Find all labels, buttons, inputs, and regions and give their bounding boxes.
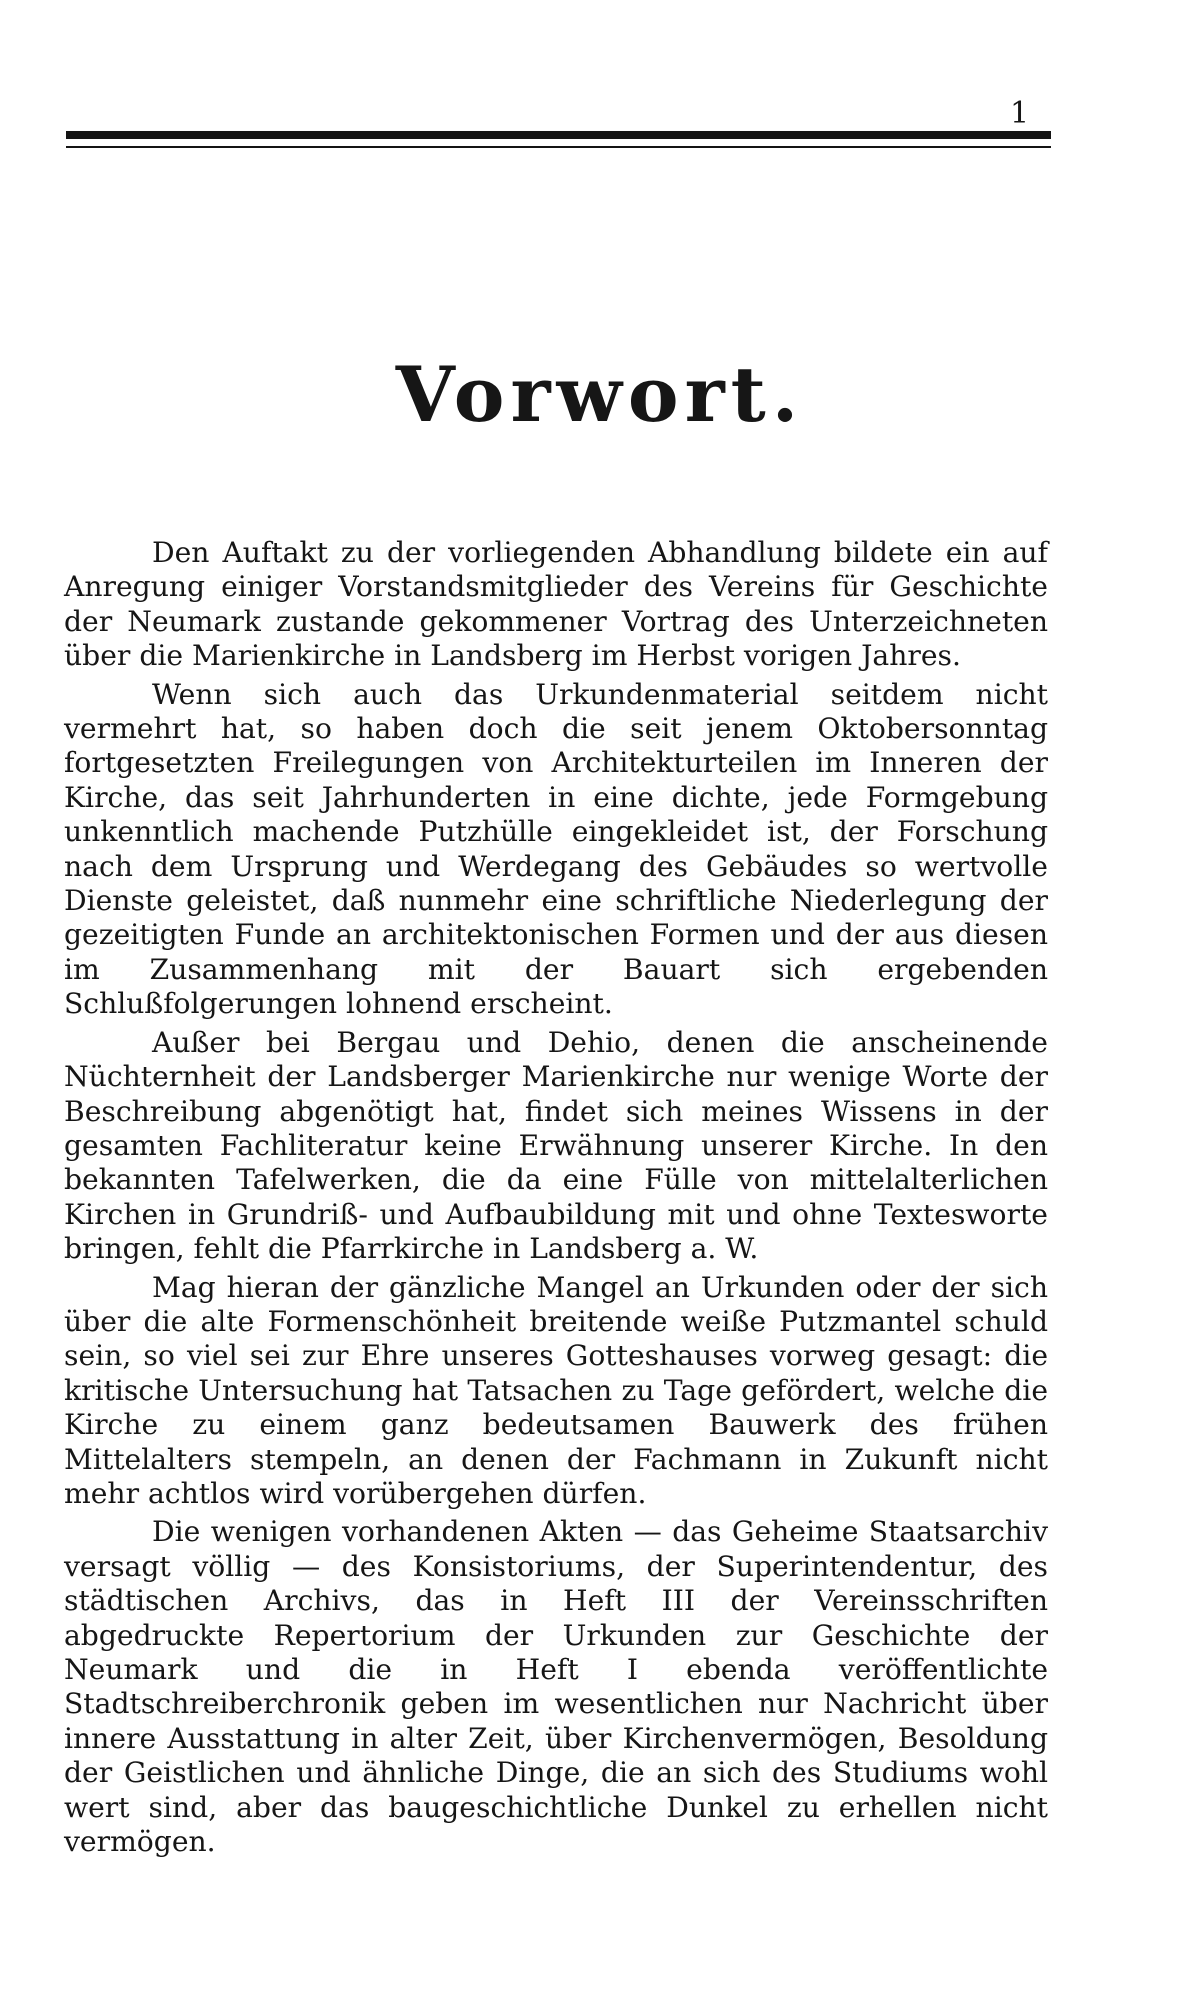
paragraph: Die wenigen vorhandenen Akten — das Geheime Staatsarchiv versagt völlig — des Konsistoriums, der Superintendentur, des städtischen Archivs, das in Heft III der Vereinsschriften abgedruckte Repertorium der Urkunden zur Geschichte der Neumark und die in Heft I ebenda veröffentlichte Stadtschreiberchronik geben im wesentlichen nur Nachricht über innere Ausstattung in alter Zeit, über Kirchenvermögen, Besoldung der Geistlichen und ähnliche Dinge, die an sich des Studiums wohl wert sind, aber das baugeschichtliche Dunkel zu erhellen nicht vermögen. bbox=[64, 1515, 1048, 1859]
page-title: Vorwort. bbox=[395, 350, 805, 439]
page-number: 1 bbox=[1010, 96, 1030, 131]
header-rule-thin bbox=[66, 146, 1051, 148]
paragraph: Den Auftakt zu der vorliegenden Abhandlung bildete ein auf Anregung einiger Vorstandsmitglieder des Vereins für Geschichte der Neumark zustande gekommener Vortrag des Unterzeichneten über die Marienkirche in Landsberg im Herbst vorigen Jahres. bbox=[64, 536, 1048, 673]
paragraph: Mag hieran der gänzliche Mangel an Urkunden oder der sich über die alte Formenschönheit breitende weiße Putzmantel schuld sein, so viel sei zur Ehre unseres Gotteshauses vorweg gesagt: die kritische Untersuchung hat Tatsachen zu Tage gefördert, welche die Kirche zu einem ganz bedeutsamen Bauwerk des frühen Mittelalters stempeln, an denen der Fachmann in Zukunft nicht mehr achtlos wird vorübergehen dürfen. bbox=[64, 1270, 1048, 1510]
header-rule-thick bbox=[66, 131, 1051, 139]
paragraph: Wenn sich auch das Urkundenmaterial seitdem nicht vermehrt hat, so haben doch die seit jenem Oktobersonntag fortgesetzten Freilegungen von Architekturteilen im Inneren der Kirche, das seit Jahrhunderten in eine dichte, jede Formgebung unkenntlich machende Putzhülle eingekleidet ist, der Forschung nach dem Ursprung und Werdegang des Gebäudes so wertvolle Dienste geleistet, daß nunmehr eine schriftliche Niederlegung der gezeitigten Funde an architektonischen Formen und der aus diesen im Zusammenhang mit der Bauart sich ergebenden Schlußfolgerungen lohnend erscheint. bbox=[64, 677, 1048, 1021]
body-text bbox=[64, 536, 1048, 1859]
paragraph: Außer bei Bergau und Dehio, denen die anscheinende Nüchternheit der Landsberger Marienkirche nur wenige Worte der Beschreibung abgenötigt hat, findet sich meines Wissens in der gesamten Fachliteratur keine Erwähnung unserer Kirche. In den bekannten Tafelwerken, die da eine Fülle von mittelalterlichen Kirchen in Grundriß- und Aufbaubildung mit und ohne Textesworte bringen, fehlt die Pfarrkirche in Landsberg a. W. bbox=[64, 1025, 1048, 1266]
